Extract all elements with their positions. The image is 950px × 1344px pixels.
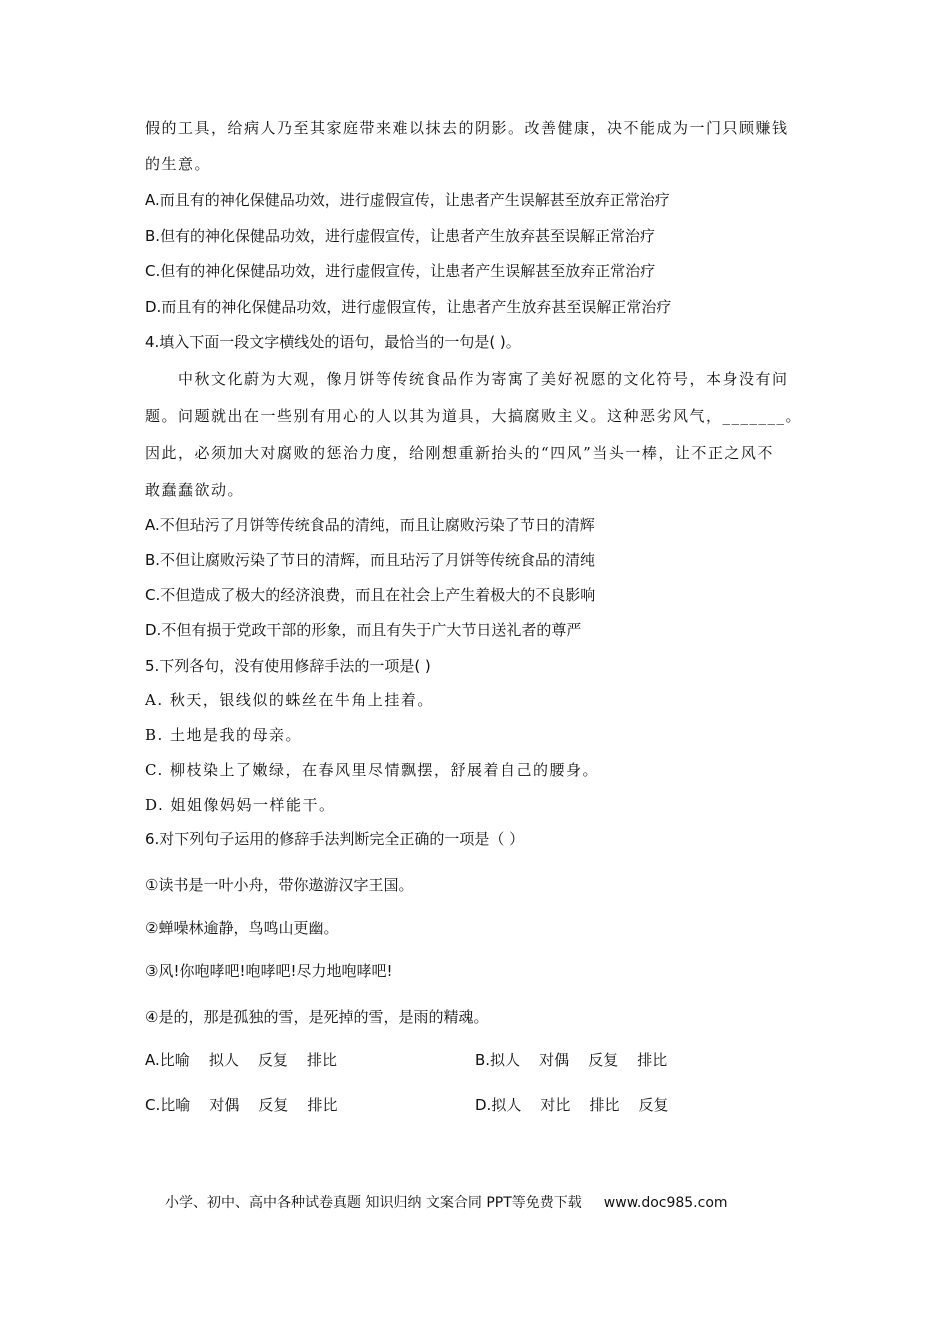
q6-stem: 6.对下列句子运用的修辞手法判断完全正确的一项是（ ） (145, 830, 525, 848)
passage-line: 假的工具，给病人乃至其家庭带来难以抹去的阴影。改善健康，决不能成为一门只顾赚钱 (145, 119, 789, 137)
q5-option-d: D. 姐姐像妈妈一样能干。 (145, 796, 336, 814)
q3-option-d: D.而且有的神化保健品功效，进行虚假宣传，让患者产生放弃甚至误解正常治疗 (145, 298, 672, 316)
q6-sentence: ②蝉噪林逾静，鸟鸣山更幽。 (145, 919, 339, 937)
q6-sentence: ④是的，那是孤独的雪，是死掉的雪，是雨的精魂。 (145, 1008, 489, 1026)
q6-option-c: C.比喻 对偶 反复 排比 (145, 1096, 338, 1114)
q4-option-c: C.不但造成了极大的经济浪费，而且在社会上产生着极大的不良影响 (145, 586, 596, 604)
q4-passage-line: 题。问题就出在一些别有用心的人以其为道具，大搞腐败主义。这种恶劣风气，_______。 (145, 407, 803, 425)
q4-passage-line: 敢蠢蠢欲动。 (145, 481, 245, 499)
q4-passage-line: 中秋文化蔚为大观，像月饼等传统食品作为寄寓了美好祝愿的文化符号，本身没有问 (178, 370, 789, 388)
q4-option-b: B.不但让腐败污染了节日的清辉，而且玷污了月饼等传统食品的清纯 (145, 551, 596, 569)
q4-passage-line: 因此，必须加大对腐败的惩治力度，给刚想重新抬头的“四风”当头一棒，让不正之风不 (145, 444, 774, 462)
q6-option-d: D.拟人 对比 排比 反复 (475, 1096, 669, 1114)
q6-sentence: ①读书是一叶小舟，带你遨游汉字王国。 (145, 876, 414, 894)
passage-line: 的生意。 (145, 155, 212, 173)
q3-option-b: B.但有的神化保健品功效，进行虚假宣传，让患者产生放弃甚至误解正常治疗 (145, 227, 656, 245)
q5-option-b: B. 土地是我的母亲。 (145, 726, 303, 744)
q4-stem: 4.填入下面一段文字横线处的语句，最恰当的一句是( )。 (145, 333, 521, 351)
page-footer (165, 1192, 728, 1212)
q6-option-b: B.拟人 对偶 反复 排比 (475, 1051, 668, 1069)
q6-sentence: ③风!你咆哮吧!咆哮吧!尽力地咆哮吧! (145, 962, 393, 980)
q3-option-c: C.但有的神化保健品功效，进行虚假宣传，让患者产生误解甚至放弃正常治疗 (145, 262, 656, 280)
footer-url[interactable]: www.doc985.com (603, 1195, 728, 1211)
q5-stem: 5.下列各句，没有使用修辞手法的一项是( ) (145, 657, 431, 675)
q4-option-d: D.不但有损于党政干部的形象，而且有失于广大节日送礼者的尊严 (145, 621, 582, 639)
q6-option-a: A.比喻 拟人 反复 排比 (145, 1051, 337, 1069)
q5-option-a: A. 秋天，银线似的蛛丝在牛角上挂着。 (145, 691, 434, 709)
q3-option-a: A.而且有的神化保健品功效，进行虚假宣传，让患者产生误解甚至放弃正常治疗 (145, 191, 670, 209)
footer-text: 小学、初中、高中各种试卷真题 知识归纳 文案合同 PPT等免费下载 (165, 1195, 582, 1211)
q5-option-c: C. 柳枝染上了嫩绿，在春风里尽情飘摆，舒展着自己的腰身。 (145, 761, 599, 779)
q4-option-a: A.不但玷污了月饼等传统食品的清纯，而且让腐败污染了节日的清辉 (145, 516, 595, 534)
